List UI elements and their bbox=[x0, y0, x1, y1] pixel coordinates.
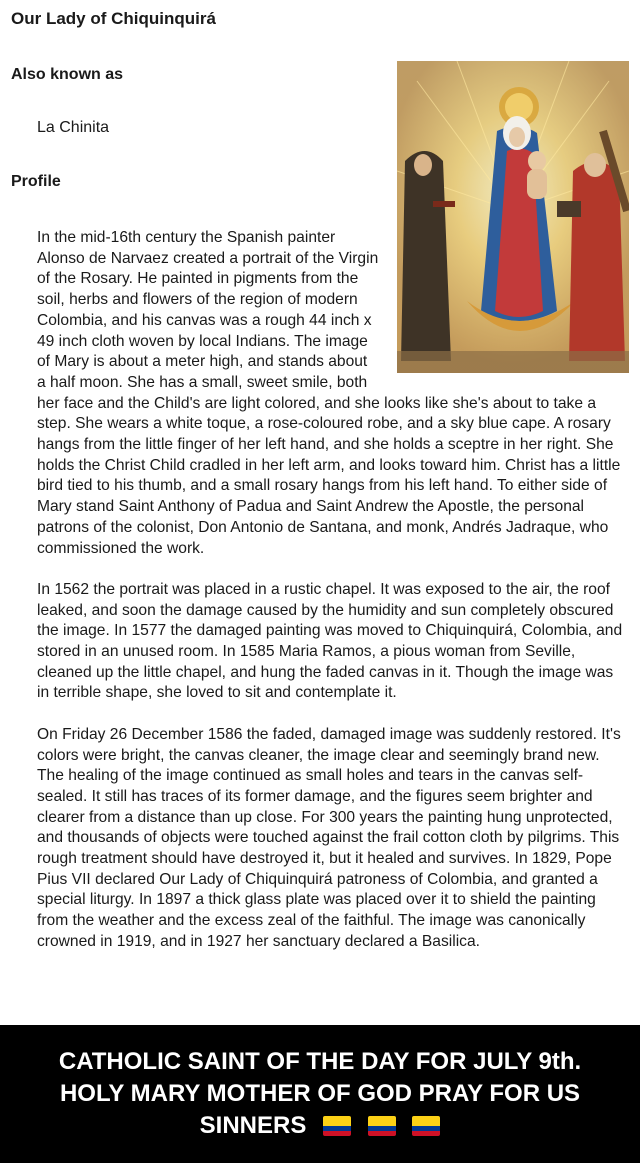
colombia-flag-icon bbox=[323, 1116, 351, 1136]
caption-line-3-text: SINNERS bbox=[199, 1112, 307, 1139]
profile-paragraph-3: On Friday 26 December 1586 the faded, damaged image was suddenly restored. It's colors were bright, the canvas cleaner, the image clear and seemingly brand new. The healing of the image continued as small holes and tears in the canvas self-sealed. It still has traces of its former damage, and the figures seem brighter and clearer from a distance than up close. For 300 years the painting hung unprotected, and thousands of objects were touched against the frail cotton cloth by pilgrims. This rough treatment should have destroyed it, but it healed and survives. In 1829, Pope Pius VII declared Our Lady of Chiquinquirá patroness of Colombia, and granted a special liturgy. In 1897 a thick glass plate was placed over it to shield the painting from the weather and the excess zeal of the faithful. The image was canonically crowned in 1919, and in 1927 her sanctuary declared a Basilica. bbox=[37, 725, 621, 950]
caption-line-3 bbox=[200, 1110, 441, 1142]
also-known-as-heading: Also known as bbox=[11, 66, 124, 83]
colombia-flag-icon bbox=[412, 1116, 440, 1136]
caption-line-1: CATHOLIC SAINT OF THE DAY FOR JULY 9th. bbox=[58, 1048, 582, 1075]
profile-paragraph-2: In 1562 the portrait was placed in a rustic chapel. It was exposed to the air, the roof leaked, and soon the damage caused by the humidity and sun completely obscured the image. In 1577 the damaged painting was moved to Chiquinquirá, Colombia, and stored in an unused room. In 1585 Maria Ramos, a pious woman from Seville, cleaned up the little chapel, and hung the faded canvas in it. Though the image was in terrible shape, she loved to sit and contemplate it. bbox=[37, 580, 623, 702]
profile-text bbox=[37, 228, 629, 973]
caption-banner bbox=[0, 1025, 640, 1163]
profile-heading: Profile bbox=[11, 173, 61, 190]
profile-paragraph-1: In the mid-16th century the Spanish painter Alonso de Narvaez created a portrait of the Virgin of the Rosary. He painted in pigments from the soil, herbs and flowers of the region of modern Colombia, and his canvas was a rough 44 inch x 49 inch cloth woven by local Indians. The image of Mary is about a meter high, and stands about a half moon. She has a small, sweet smile, both her face and the Child's are light colored, and she looks like she's about to take a step. She wears a white toque, a rose-coloured robe, and a sky blue cape. A rosary hangs from the little finger of her left hand, and she holds a sceptre in her right. She holds the Christ Child cradled in her left arm, and looks toward him. Christ has a little bird tied to his thumb, and a small rosary hangs from his left hand. To either side of Mary stand Saint Anthony of Padua and Saint Andrew the Apostle, the personal patrons of the colonist, Don Antonio de Santana, and monk, Andrés Jadraque, who commissioned the work. bbox=[37, 229, 621, 557]
caption-line-2: HOLY MARY MOTHER OF GOD PRAY FOR US bbox=[59, 1080, 581, 1107]
also-known-as-value: La Chinita bbox=[37, 119, 110, 136]
page-title: Our Lady of Chiquinquirá bbox=[11, 9, 216, 28]
colombia-flag-icon bbox=[368, 1116, 396, 1136]
painting-spacer bbox=[379, 228, 629, 373]
